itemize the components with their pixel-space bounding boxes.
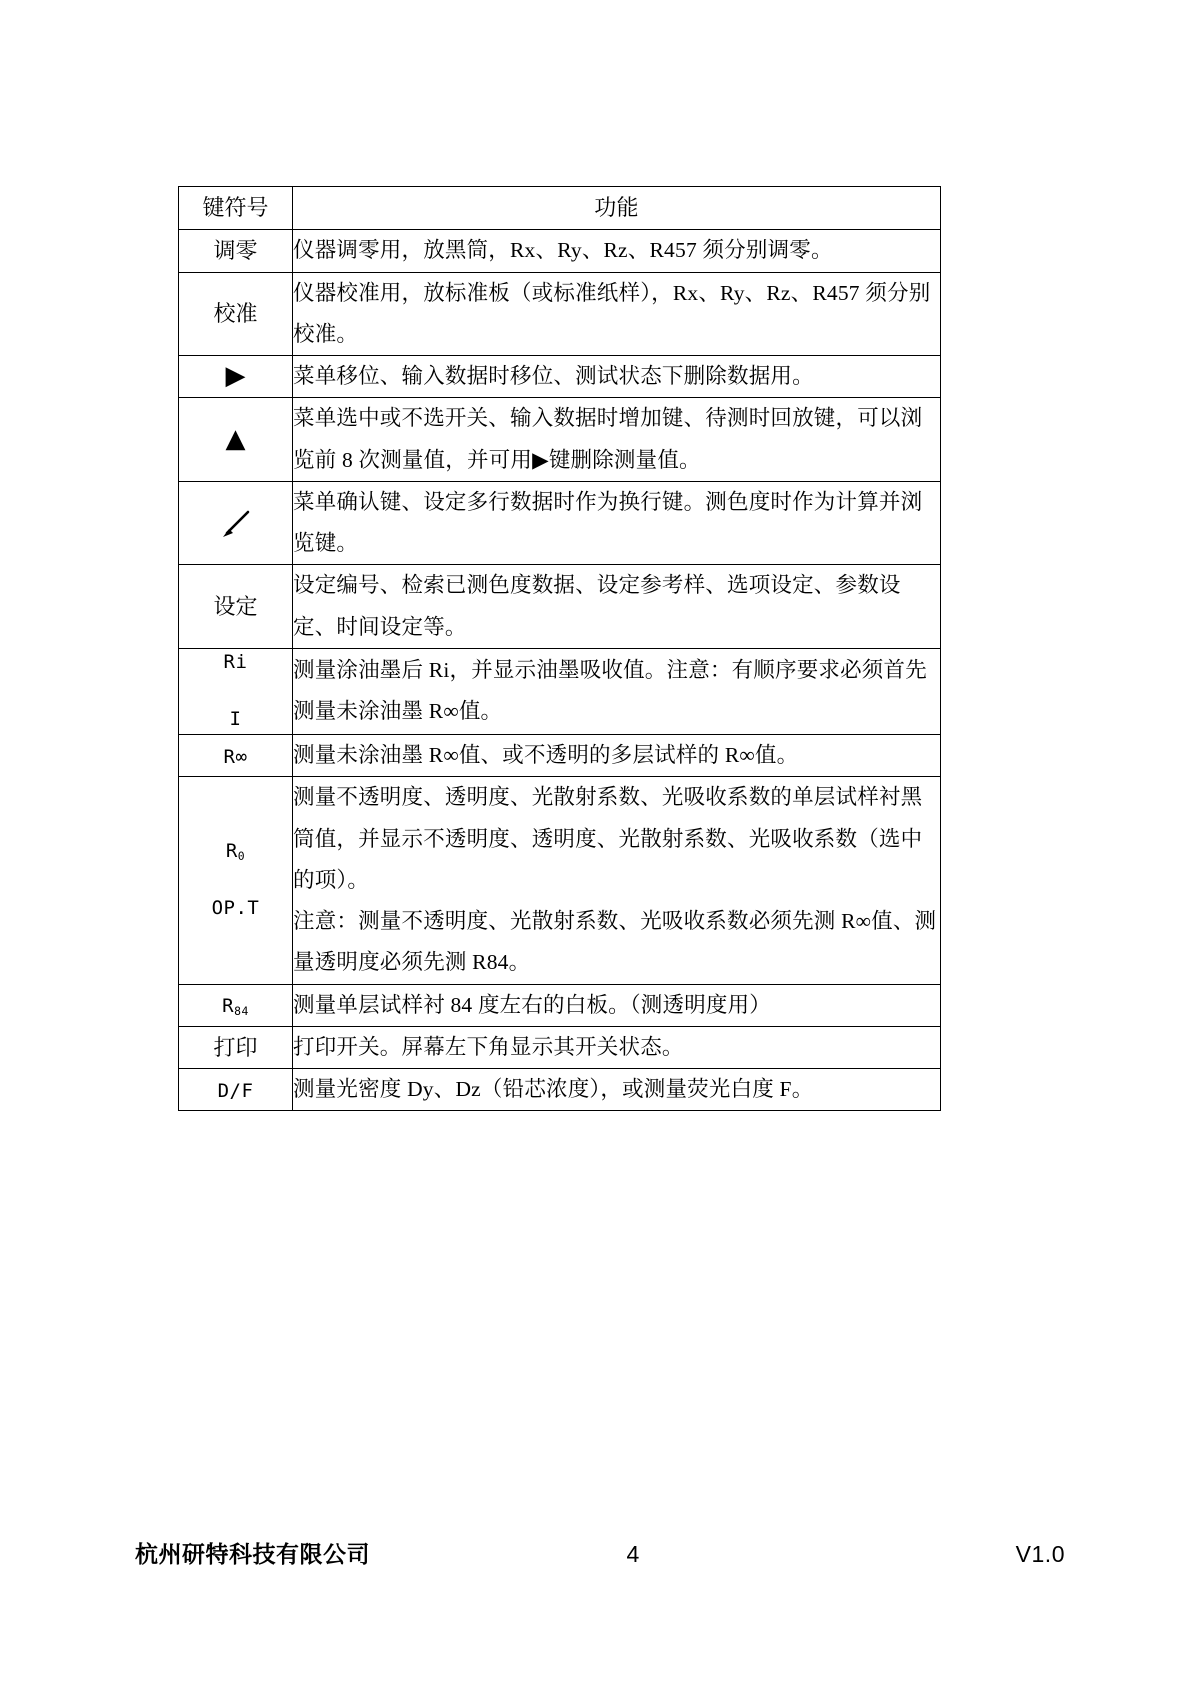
- function-description-line: 测量单层试样衬 84 度左右的白板。（测透明度用）: [293, 992, 772, 1017]
- key-symbol-cell: [179, 356, 293, 398]
- table-row: [179, 777, 941, 984]
- key-symbol-label: 设定: [213, 593, 258, 619]
- key-symbol-label: 打印: [213, 1034, 258, 1060]
- footer-version: V1.0: [1015, 1541, 1065, 1567]
- function-description-line: 注意：测量不透明度、光散射系数、光吸收系数必须先测 R∞值、测量透明度必须先测 R84。: [293, 909, 937, 975]
- table-row: [179, 1069, 941, 1111]
- function-description-cell: [293, 565, 941, 649]
- table-row: [179, 230, 941, 272]
- page-footer: [135, 1536, 1065, 1569]
- function-description-line: 菜单确认键、设定多行数据时作为换行键。测色度时作为计算并浏览键。: [293, 489, 923, 556]
- function-description-line: 仪器调零用，放黑筒，Rx、Ry、Rz、R457 须分别调零。: [293, 238, 833, 263]
- function-description-cell: [293, 734, 941, 776]
- table-body: [179, 230, 941, 1111]
- function-description-line: 测量光密度 Dy、Dz（铅芯浓度），或测量荧光白度 F。: [293, 1077, 814, 1102]
- table-header-row: [179, 187, 941, 230]
- table-row: [179, 984, 941, 1026]
- key-symbol-cell: [179, 734, 293, 776]
- function-description-line: 打印开关。屏幕左下角显示其开关状态。: [293, 1034, 684, 1059]
- key-symbol-label: R∞: [223, 745, 248, 768]
- key-symbol-base: R: [225, 839, 238, 862]
- function-description-line: 测量涂油墨后 Ri，并显示油墨吸收值。注意：有顺序要求必须首先测量未涂油墨 R∞值。: [293, 658, 927, 724]
- key-symbol-label: [222, 995, 249, 1017]
- function-description-line: 菜单选中或不选开关、输入数据时增加键、待测时回放键，可以浏览前 8 次测量值，并可用▶键删除测量值。: [293, 406, 923, 472]
- key-symbol-line-1: Ri: [223, 650, 248, 673]
- table-row: [179, 481, 941, 565]
- function-description-cell: [293, 648, 941, 734]
- key-symbol-cell: [179, 1026, 293, 1068]
- key-symbol-line-2: I: [229, 708, 242, 731]
- table-row: [179, 734, 941, 776]
- key-symbol-cell: [179, 272, 293, 356]
- function-description-line: 菜单移位、输入数据时移位、测试状态下删除数据用。: [293, 364, 814, 389]
- table-row: [179, 356, 941, 398]
- column-header-function: 功能: [293, 187, 941, 230]
- key-symbol-label: 校准: [213, 300, 258, 326]
- function-description-cell: [293, 481, 941, 565]
- document-body: [178, 186, 940, 1111]
- function-description-cell: [293, 1069, 941, 1111]
- table-row: [179, 648, 941, 734]
- key-symbol-cell: [179, 1069, 293, 1111]
- function-description-line: 设定编号、检索已测色度数据、设定参考样、选项设定、参数设定、时间设定等。: [293, 573, 901, 639]
- footer-company-name: 杭州研特科技有限公司: [135, 1541, 370, 1567]
- function-description-cell: [293, 984, 941, 1026]
- right-triangle-arrow-icon: ▶: [225, 360, 246, 391]
- key-symbol-cell: [179, 481, 293, 565]
- table-row: [179, 398, 941, 482]
- function-description-cell: [293, 398, 941, 482]
- function-description-cell: [293, 356, 941, 398]
- key-symbol-subscript: 84: [234, 1004, 249, 1019]
- footer-page-number: 4: [626, 1541, 640, 1567]
- key-symbol-cell: [179, 565, 293, 649]
- key-symbol-label: D/F: [217, 1079, 254, 1102]
- enter-return-arrow-icon: [219, 507, 253, 541]
- table-row: [179, 272, 941, 356]
- function-description-line: 测量不透明度、透明度、光散射系数、光吸收系数的单层试样衬黑筒值，并显示不透明度、透明度、光散射系数、光吸收系数（选中的项）。: [293, 785, 923, 892]
- table-row: [179, 565, 941, 649]
- function-description-cell: [293, 272, 941, 356]
- key-symbol-line-2: OP.T: [211, 897, 260, 920]
- function-description-cell: [293, 1026, 941, 1068]
- key-symbol-line-1: [179, 838, 292, 866]
- key-symbol-base: R: [222, 995, 235, 1018]
- function-description-line: 仪器校准用，放标准板（或标准纸样），Rx、Ry、Rz、R457 须分别校准。: [293, 280, 931, 346]
- table-row: [179, 1026, 941, 1068]
- key-symbol-cell: [179, 398, 293, 482]
- key-function-table: [178, 186, 941, 1111]
- function-description-cell: [293, 230, 941, 272]
- function-description-cell: [293, 777, 941, 984]
- key-symbol-subscript: 0: [237, 849, 246, 864]
- column-header-key-symbol: 键符号: [179, 187, 293, 230]
- up-triangle-arrow-icon: ▲: [225, 423, 246, 454]
- function-description-line: 测量未涂油墨 R∞值、或不透明的多层试样的 R∞值。: [293, 742, 799, 767]
- key-symbol-cell: [179, 648, 293, 734]
- key-symbol-cell: [179, 984, 293, 1026]
- key-symbol-cell: [179, 777, 293, 984]
- key-symbol-label: 调零: [213, 237, 258, 263]
- key-symbol-cell: [179, 230, 293, 272]
